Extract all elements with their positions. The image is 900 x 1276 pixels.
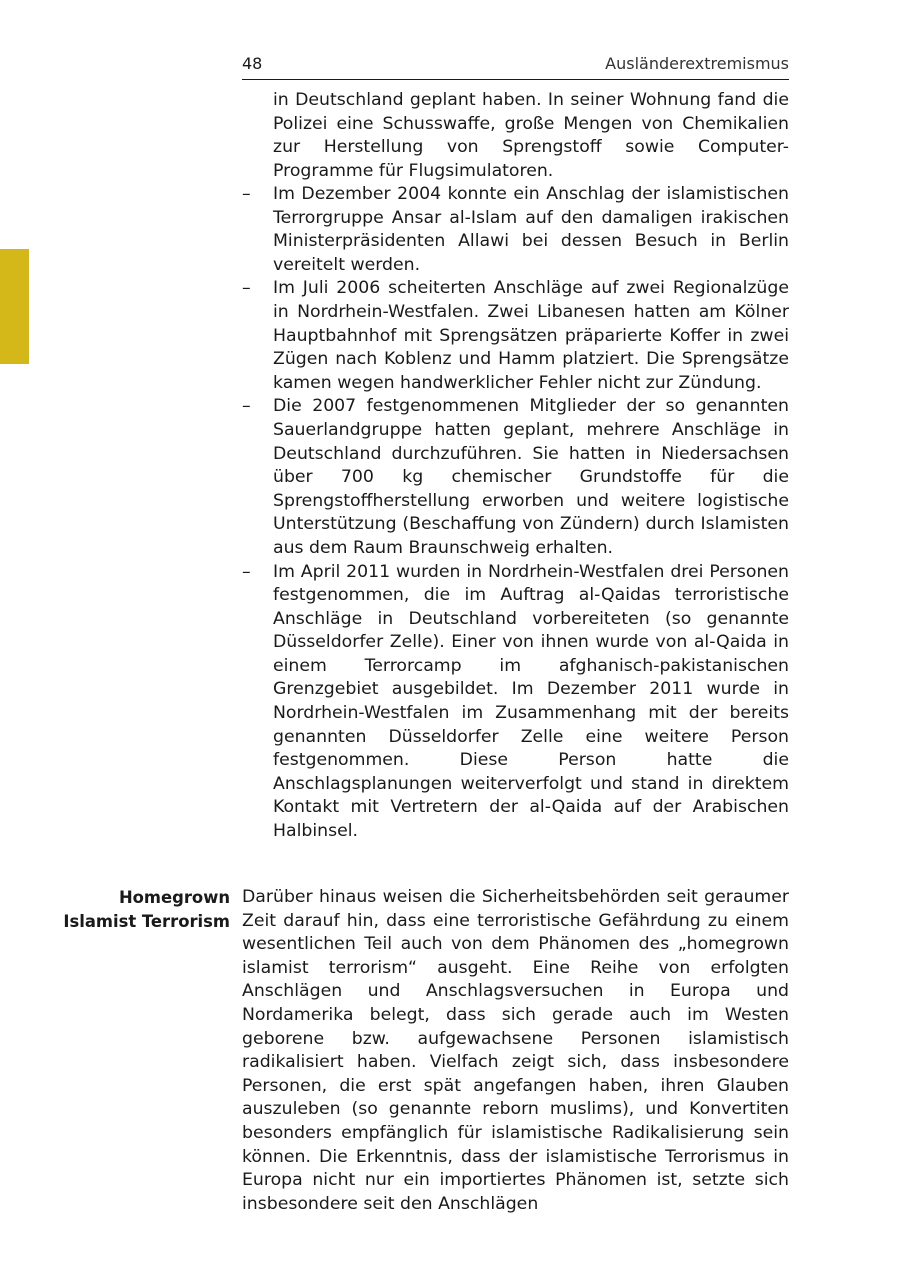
bullet-list [242,183,789,844]
list-item-text: Im Juli 2006 scheiterten Anschläge auf zwei Regionalzüge in Nordrhein-Westfalen. Zwei Libanesen hatten am Kölner Hauptbahnhof mit Sprengsätzen präparierte Koffer in zwei Zügen nach Koblenz und Hamm platziert. Die Sprengsätze kamen wegen handwerklicher Fehler nicht zur Zündung. [273,278,789,393]
margin-heading-line-2: Islamist Terrorism [63,911,230,931]
list-item-text: Im Dezember 2004 konnte ein Anschlag der islamistischen Terrorgruppe Ansar al-Islam auf den damaligen irakischen Ministerpräsidenten Allawi bei dessen Besuch in Berlin vereitelt werden. [273,184,789,275]
list-item [242,183,789,277]
page-header [242,53,789,80]
margin-heading-line-1: Homegrown [118,888,230,907]
continuation-paragraph: in Deutschland geplant haben. In seiner Wohnung fand die Polizei eine Schusswaffe, große Mengen von Chemikalien zur Herstellung von Sprengstoff sowie Computer-Programme für Flugsimulatoren. [273,90,789,181]
list-item [242,277,789,395]
section-paragraph: Darüber hinaus weisen die Sicherheitsbehörden seit geraumer Zeit darauf hin, dass eine terroristische Gefährdung zu einem wesentlichen Teil auch von dem Phänomen des „homegrown islamist terrorism“ ausgeht. Eine Reihe von erfolgten Anschlägen und Anschlagsversuchen in Europa und Nordamerika belegt, dass sich gerade auch im Westen geborene bzw. aufgewachsene Personen islamistisch radikalisiert haben. Vielfach zeigt sich, dass insbesondere Personen, die erst spät angefangen haben, ihren Glauben auszuleben (so genannte reborn muslims), und Konvertiten besonders empfänglich für islamistische Radikalisierung sein können. Die Erkenntnis, dass der islamistische Terrorismus in Europa nicht nur ein importiertes Phänomen ist, setzte sich insbesondere seit den Anschlägen [242,887,789,1214]
running-title: Ausländerextremismus [605,54,789,73]
list-item-text: Im April 2011 wurden in Nordrhein-Westfalen drei Personen festgenommen, die im Auftrag al-Qaidas terroristische Anschläge in Deutschland vorbereiteten (so genannte Düsseldorfer Zelle). Einer von ihnen wurde von al-Qaida in einem Terrorcamp im afghanisch-pakistanischen Grenzgebiet ausgebildet. Im Dezember 2011 wurde in Nordrhein-Westfalen im Zusammenhang mit der bereits genannten Düsseldorfer Zelle eine weitere Person festgenommen. Diese Person hatte die Anschlagsplanungen weiterverfolgt und stand in direktem Kontakt mit Vertretern der al-Qaida auf der Arabischen Halbinsel. [273,561,789,842]
dash-marker: – [242,278,251,299]
dash-marker: – [242,561,251,582]
margin-heading [30,886,230,933]
dash-marker: – [242,184,251,204]
chapter-marker-tab [0,249,29,364]
page-number: 48 [242,54,263,73]
list-item [242,395,789,560]
list-item-text: Die 2007 festgenommenen Mitglieder der so genannten Sauerlandgruppe hatten geplant, mehrere Anschläge in Deutschland durchzuführen. Sie hatten in Niedersachsen über 700 kg chemischer Grundstoffe für die Sprengstoffherstellung erworben und weitere logistische Unterstützung (Beschaffung von Zündern) durch Islamisten aus dem Raum Braunschweig erhalten. [273,396,789,558]
dash-marker: – [242,396,251,417]
list-item [242,561,789,844]
